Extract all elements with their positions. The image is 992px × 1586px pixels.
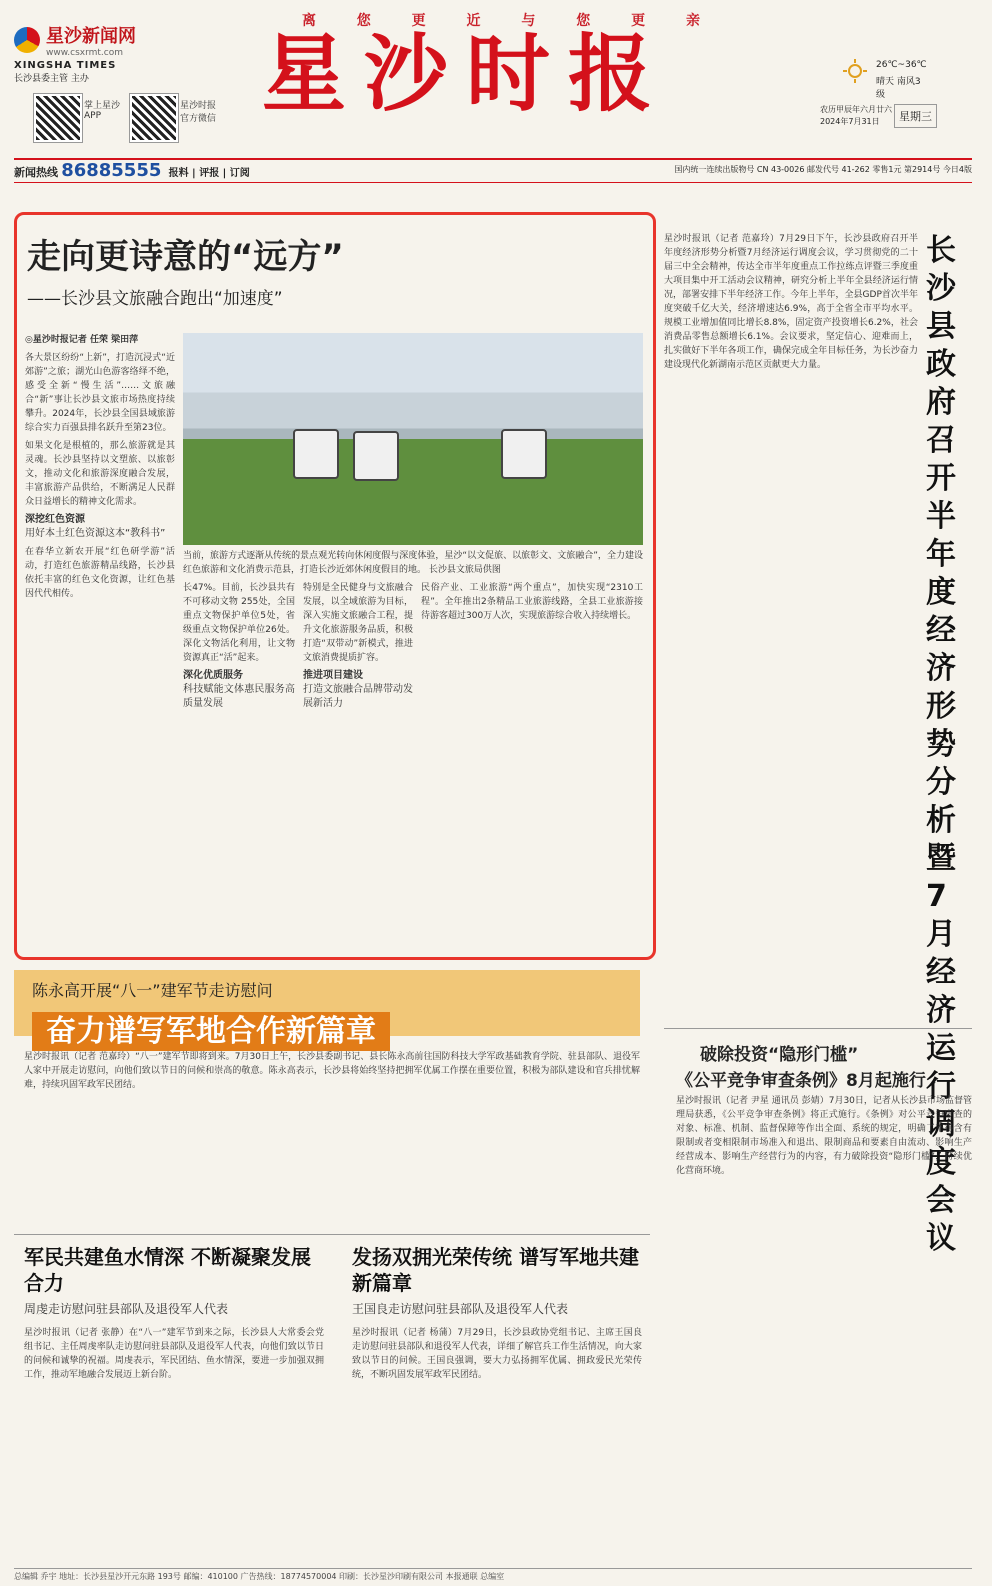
- hotline-number[interactable]: 86885555: [61, 160, 162, 181]
- date-lunar: 农历甲辰年六月廿六: [820, 105, 892, 114]
- lead-sub3b: 打造文旅融合品牌带动发展新活力: [303, 684, 413, 709]
- lead-col4: 民俗产业、工业旅游“两个重点”，加快实现“2310工程”。全年推出2条精品工业旅游线路，全县工业旅游接待游客超过300万人次，实现旅游综合收入持续增长。: [421, 583, 643, 621]
- lead-story-box: [14, 212, 656, 960]
- chair-icon: [353, 431, 399, 481]
- logo-icon: [14, 27, 40, 53]
- right-body: 星沙时报讯（记者 范嘉玲）7月29日下午，长沙县政府召开半年度经济形势分析暨7月经济运行调度会议，学习贯彻党的二十届三中全会精神，传达全市半年度重点工作拉练点评暨三季度重大项目集中开工活动会议精神，研究分析上半年全县经济运行情况，部署安排下半年经济工作。今年上半年，全县GDP首次半年度突破千亿大关，经济增速达6.9%，高于全省全市平均水平。规模工业增加值同比增长8.8%，固定资产投资增长6.2%，社会消费品零售总额增长6.1%。会议要求，坚定信心、迎难而上，扎实做好下半年各项工作，确保完成全年目标任务，为长沙奋力建设现代化新湖南示范区贡献更大力量。: [664, 234, 918, 370]
- qr-app-label: 掌上星沙 APP: [84, 101, 121, 121]
- band-kicker: 陈永高开展“八一”建军节走访慰问: [32, 981, 273, 1000]
- weather-temp: 26℃~36℃: [876, 60, 927, 70]
- lead-sub3: 推进项目建设: [303, 670, 363, 681]
- sun-icon: [842, 58, 868, 84]
- lead-sub2: 深化优质服务: [183, 670, 243, 681]
- bl-headline: 军民共建鱼水情深 不断凝聚发展合力: [24, 1245, 311, 1295]
- lead-col3-text: 特别是全民健身与文旅融合发展，以全域旅游为目标，深入实施文旅融合工程，提升文化旅游服务品质，积极打造“双带动”新模式，推进文旅消费提质扩容。: [303, 583, 413, 663]
- qr-code-icon: [130, 94, 178, 142]
- logo-en: XINGSHA TIMES: [14, 60, 117, 71]
- date-gregorian: 2024年7月31日: [820, 117, 880, 126]
- right-headline2b: 《公平竞争审查条例》8月起施行: [676, 1071, 926, 1091]
- qr-wechat[interactable]: [130, 94, 178, 142]
- slogan: 离 您 更 近 与 您 更 亲: [301, 13, 719, 29]
- chair-icon: [501, 429, 547, 479]
- lead-sub1: 深挖红色资源: [25, 514, 85, 525]
- qr-wechat-label: 星沙时报 官方微信: [180, 101, 217, 124]
- bm-sub: 王国良走访慰问驻县部队及退役军人代表: [352, 1302, 569, 1316]
- lead-col2: [183, 581, 295, 941]
- lead-col2-text: 长47%。目前，长沙县共有不可移动文物 255处，全国重点文物保护单位5处，省级重点文物保护单位26处。深化文物活化利用，让文物资源真正“活”起来。: [183, 583, 295, 663]
- lead-col3: [303, 581, 413, 941]
- lead-subtitle: ——长沙县文旅融合跑出“加速度”: [27, 289, 283, 309]
- site-logo[interactable]: [14, 22, 234, 82]
- band-header: [14, 970, 640, 1049]
- weekday: 星期三: [894, 104, 937, 128]
- lead-sub2b: 科技赋能文体惠民服务高质量发展: [183, 684, 295, 709]
- photo-caption: 当前，旅游方式逐渐从传统的景点观光转向休闲度假与深度体验，星沙“以文促旅、以旅彰文、文旅融合”，全力建设红色旅游和文化消费示范县，打造长沙近郊休闲度假目的地。 长沙县文旅局供图: [183, 551, 643, 575]
- issn-info: 国内统一连续出版物号 CN 43-0026 邮发代号 41-262 零售1元 第2914号 今日4版: [674, 165, 972, 174]
- qr-app[interactable]: [34, 94, 82, 142]
- right-headline: 长沙县政府召开半年度经济形势分析暨7月经济运行调度会议: [926, 233, 956, 1256]
- lead-para2: 如果文化是根植的，那么旅游就是其灵魂。长沙县坚持以文塑旅、以旅彰文，推动文化和旅游深度融合发展，丰富旅游产品供给，不断满足人民群众日益增长的精神文化需求。: [25, 441, 175, 507]
- right-headline2a: 破除投资“隐形门槛”: [700, 1045, 859, 1065]
- logo-url: www.csxrmt.com: [46, 48, 124, 58]
- band-body: 星沙时报讯（记者 范嘉玲）“八一”建军节即将到来。7月30日上午，长沙县委副书记、县长陈永高前往国防科技大学军政基础教育学院、驻县部队、退役军人家中开展走访慰问，向他们致以节日的问候和崇高的敬意。陈永高表示，长沙县将始终坚持把拥军优属工作摆在重要位置，积极为部队建设和官兵排忧解难，持续巩固军政军民团结。: [24, 1052, 640, 1090]
- right-body2: 星沙时报讯（记者 尹星 通讯员 彭婧）7月30日，记者从长沙县市场监督管理局获悉，《公平竞争审查条例》将正式施行。《条例》对公平竞争审查的对象、标准、机制、监督保障等作出全面、系统的规定，明确了不得含有限制或者变相限制市场准入和退出、限制商品和要素自由流动、影响生产经营成本、影响生产经营行为的内容，有力破除投资“隐形门槛”，持续优化营商环境。: [676, 1096, 972, 1176]
- footer: 总编辑 乔宇 地址：长沙县星沙开元东路 193号 邮编：410100 广告热线：18774570004 印刷：长沙星沙印刷有限公司 本报通联 总编室: [14, 1568, 972, 1582]
- bm-body: 星沙时报讯（记者 杨蒲）7月29日，长沙县政协党组书记、主席王国良走访慰问驻县部队和退役军人代表，详细了解官兵工作生活情况，向大家致以节日的问候。王国良强调，要大力弘扬拥军优属、拥政爱民光荣传统，不断巩固发展军政军民团结。: [352, 1328, 642, 1380]
- hotline-label: 新闻热线: [14, 166, 58, 179]
- band-title: 奋力谱写军地合作新篇章: [32, 1012, 390, 1051]
- qr-code-icon: [34, 94, 82, 142]
- masthead: 星沙时报: [262, 24, 671, 123]
- logo-name: 星沙新闻网: [46, 26, 136, 47]
- bl-body: 星沙时报讯（记者 张静）在“八一”建军节到来之际，长沙县人大常委会党组书记、主任周虔率队走访慰问驻县部队及退役军人代表，向他们致以节日的问候和诚挚的祝福。周虔表示，军民团结、鱼水情深，要进一步加强双拥工作，推动军地融合发展迈上新台阶。: [24, 1328, 324, 1380]
- lead-title: 走向更诗意的“远方”: [27, 237, 344, 277]
- hotline-bar: [14, 158, 972, 183]
- chair-icon: [293, 429, 339, 479]
- sponsor: 长沙县委主管 主办: [14, 74, 89, 84]
- hotline-links[interactable]: 报料 | 评报 | 订阅: [168, 168, 250, 179]
- lead-col1: [25, 333, 175, 943]
- lead-sub1b: 用好本土红色资源这本“教科书”: [25, 528, 166, 539]
- lead-byline: ◎星沙时报记者 任荣 梁田萍: [25, 335, 139, 345]
- lead-para1: 各大景区纷纷“上新”，打造沉浸式“近郊游”之旅；湖光山色游客络绎不绝，感受全新“慢生活”……文旅融合“新”事让长沙县文旅市场热度持续攀升。2024年，长沙县全国县域旅游综合实力百强县排名跃升至第23位。: [25, 353, 175, 433]
- weather-desc: 晴天 南风3级: [876, 77, 921, 100]
- bm-headline: 发扬双拥光荣传统 谱写军地共建新篇章: [352, 1245, 639, 1295]
- lead-para3: 在春华立新农开展“红色研学游”活动，打造红色旅游精品线路，长沙县依托丰富的红色文化资源，让红色基因代代相传。: [25, 547, 175, 599]
- bl-sub: 周虔走访慰问驻县部队及退役军人代表: [24, 1302, 229, 1316]
- lead-photo[interactable]: [183, 333, 643, 545]
